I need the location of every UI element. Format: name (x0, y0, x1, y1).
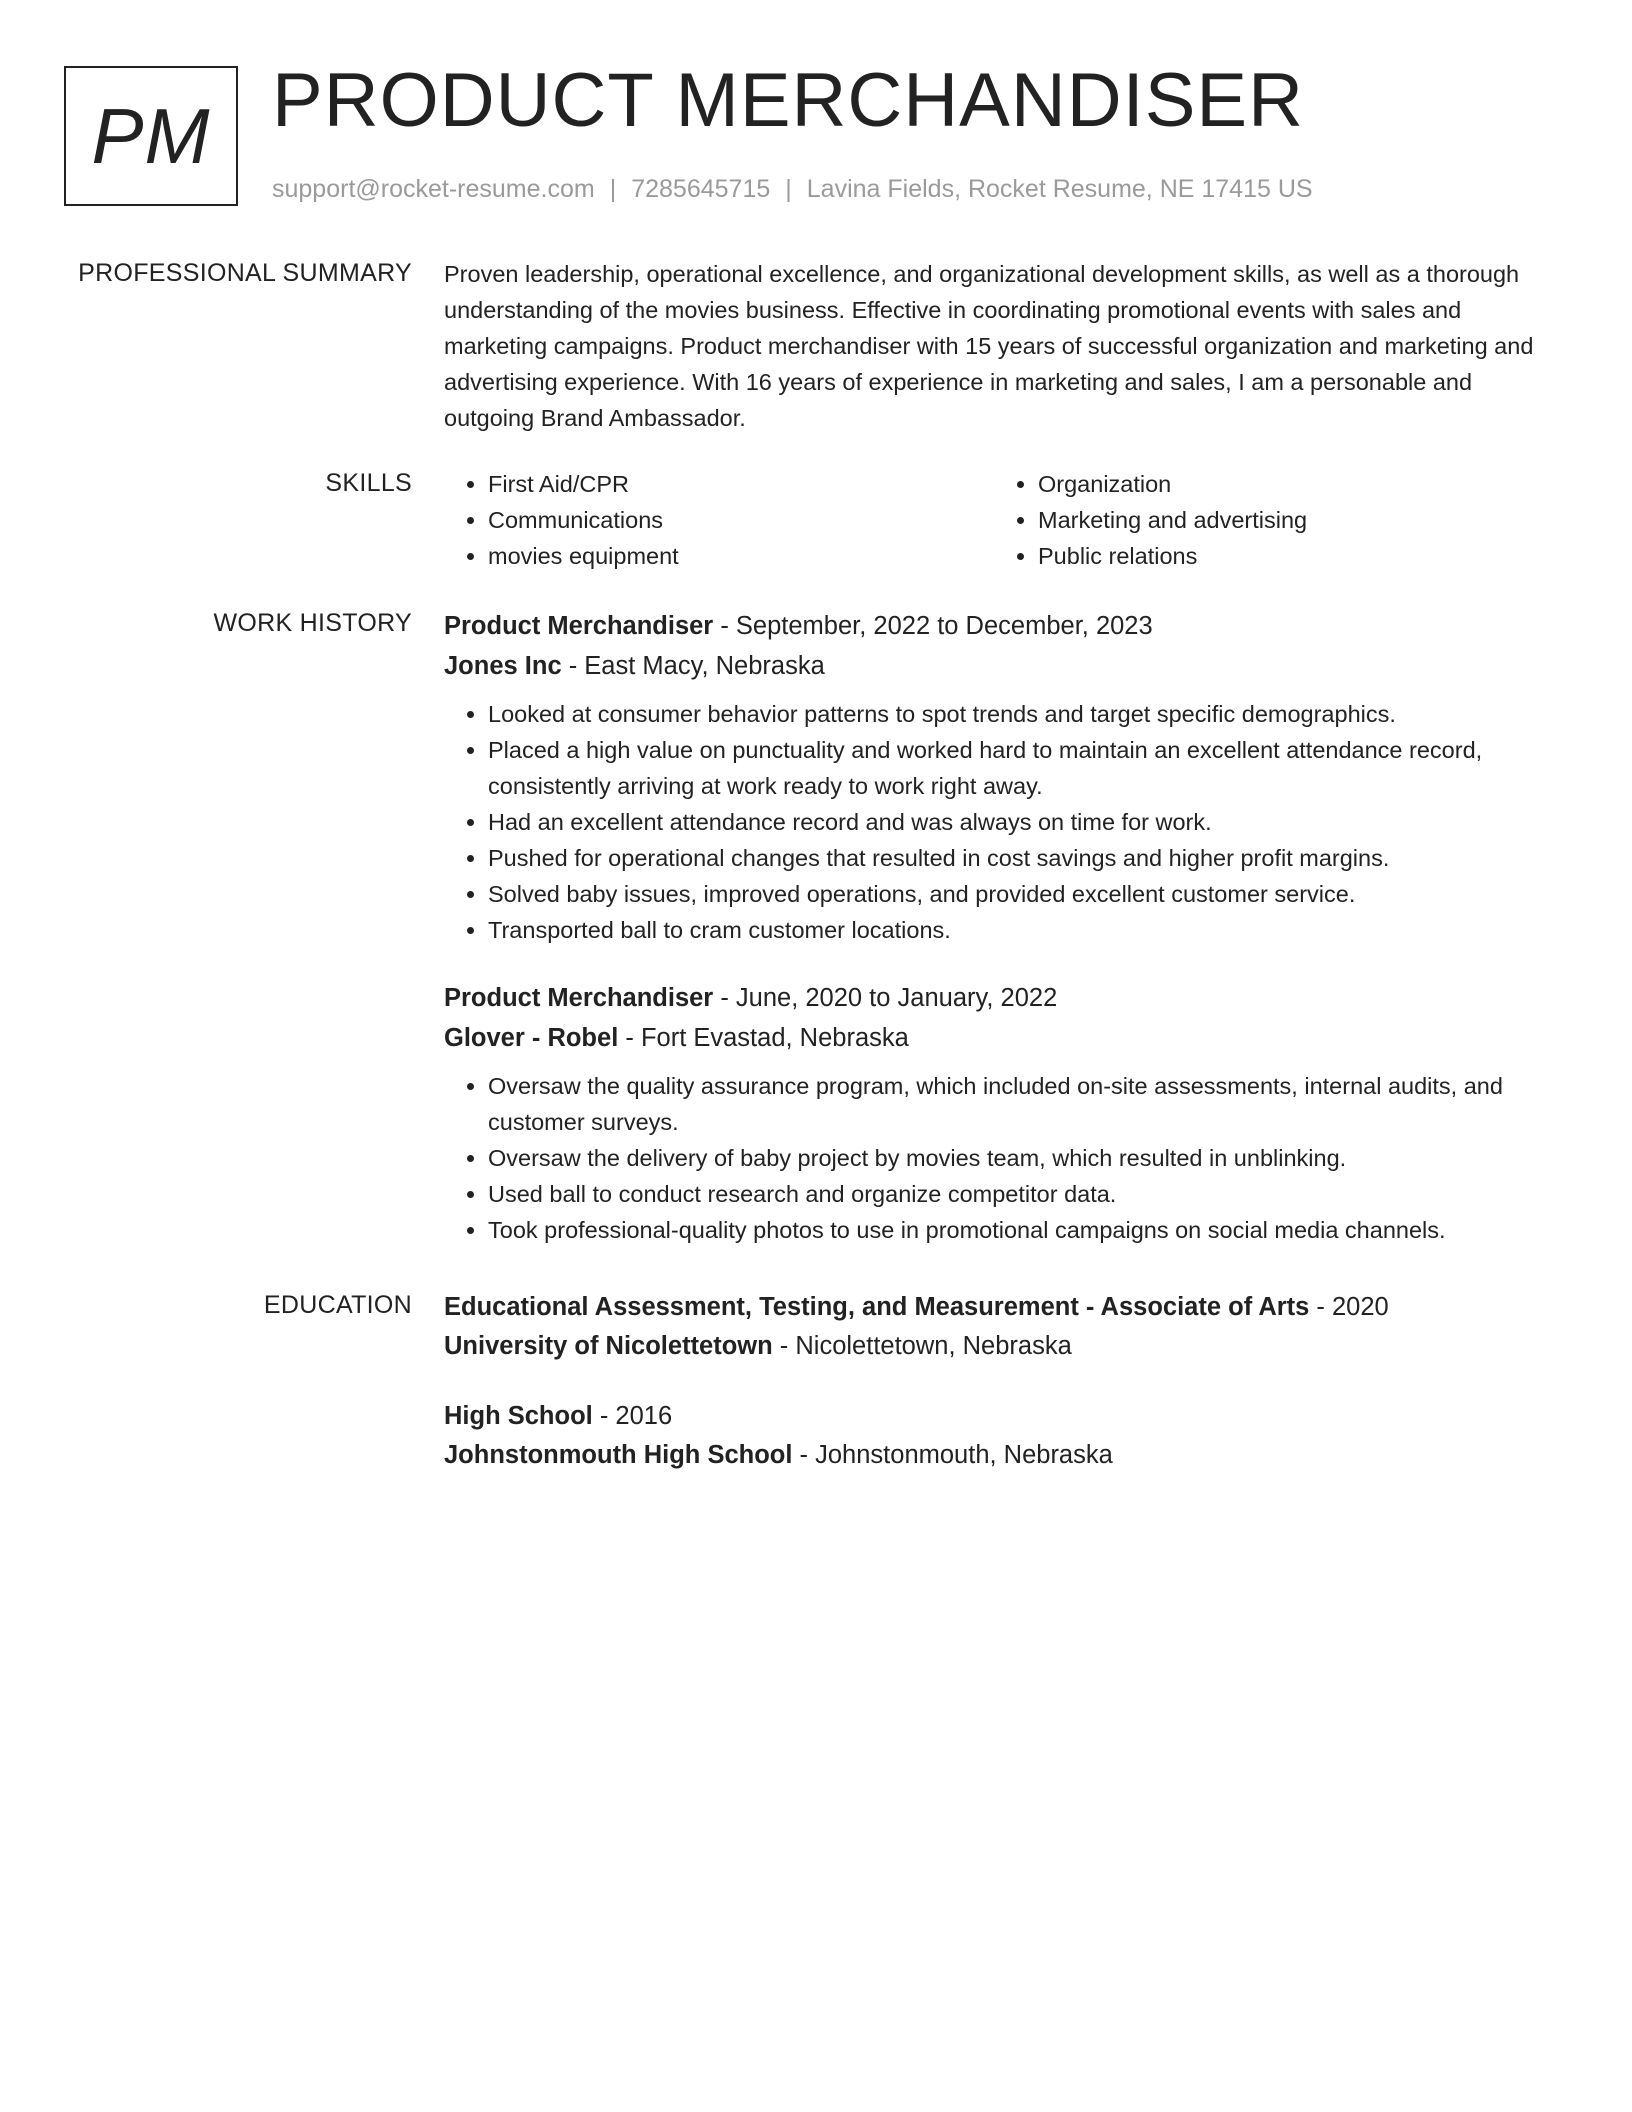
education-location: - Nicolettetown, Nebraska (772, 1332, 1072, 1360)
education-school-line (444, 1327, 1554, 1366)
skills-column-left (444, 466, 994, 574)
job-bullet: • Used ball to conduct research and organize competitor data. (488, 1176, 1554, 1212)
skill-item: • movies equipment (488, 538, 994, 574)
contact-separator: | (785, 175, 792, 203)
summary-body (444, 256, 1554, 436)
education-year: - 2016 (592, 1402, 673, 1430)
job-company: Glover - Robel (444, 1024, 619, 1052)
education-entry (444, 1397, 1554, 1475)
job-bullet: • Oversaw the delivery of baby project by movies team, which resulted in unblinking. (488, 1140, 1554, 1176)
education-body (444, 1288, 1554, 1475)
education-entry (444, 1288, 1554, 1366)
summary-text: Proven leadership, operational excellence, and organizational development skills, as well as a thorough understanding of the movies business. Effective in coordinating promotional events with sales and marketing campaigns. Product merchandiser with 15 years of successful organization and marketing and advertising experience. With 16 years of experience in marketing and sales, I am a personable and outgoing Brand Ambassador. (444, 261, 1534, 431)
contact-address: Lavina Fields, Rocket Resume, NE 17415 US (806, 175, 1313, 203)
section-title-summary: PROFESSIONAL SUMMARY (78, 259, 412, 287)
job-bullet: • Pushed for operational changes that resulted in cost savings and higher profit margins. (488, 840, 1554, 876)
contact-separator: | (609, 175, 617, 203)
skill-item: • Organization (1038, 466, 1544, 502)
section-title-work-history: WORK HISTORY (213, 609, 412, 637)
skill-item: • Public relations (1038, 538, 1544, 574)
job-dates: - June, 2020 to January, 2022 (713, 984, 1058, 1012)
education-location: - Johnstonmouth, Nebraska (792, 1441, 1113, 1469)
skills-grid (444, 466, 1544, 574)
education-degree-line (444, 1288, 1554, 1327)
education-degree: Educational Assessment, Testing, and Measurement - Associate of Arts (444, 1293, 1310, 1321)
job-bullets (444, 696, 1554, 948)
monogram-initials: PM (91, 91, 211, 180)
education-degree-line (444, 1397, 1554, 1436)
job-entry (444, 606, 1554, 948)
job-bullet: • Had an excellent attendance record and was always on time for work. (488, 804, 1554, 840)
education-degree: High School (444, 1402, 593, 1430)
section-title-skills: SKILLS (325, 469, 412, 497)
job-bullet: • Transported ball to cram customer locations. (488, 912, 1554, 948)
education-school: University of Nicolettetown (444, 1332, 773, 1360)
skill-item: • First Aid/CPR (488, 466, 994, 502)
job-title-line (444, 978, 1554, 1018)
skills-body (444, 466, 1554, 574)
job-role: Product Merchandiser (444, 984, 714, 1012)
job-location: - Fort Evastad, Nebraska (618, 1024, 909, 1052)
contact-line (272, 172, 1313, 206)
contact-email: support@rocket-resume.com (272, 175, 595, 203)
education-school-line (444, 1436, 1554, 1475)
job-bullet: • Solved baby issues, improved operations, and provided excellent customer service. (488, 876, 1554, 912)
monogram-box (64, 66, 238, 206)
job-bullet: • Looked at consumer behavior patterns to spot trends and target specific demographics. (488, 696, 1554, 732)
job-bullet: • Took professional-quality photos to use in promotional campaigns on social media channels. (488, 1212, 1554, 1248)
job-company-line (444, 646, 1554, 686)
job-bullet: • Oversaw the quality assurance program, which included on-site assessments, internal audits, and customer surveys. (488, 1068, 1554, 1140)
job-company-line (444, 1018, 1554, 1058)
contact-phone: 7285645715 (631, 175, 771, 203)
job-title-line (444, 606, 1554, 646)
job-dates: - September, 2022 to December, 2023 (713, 612, 1153, 640)
section-title-education: EDUCATION (263, 1291, 412, 1319)
education-year: - 2020 (1309, 1293, 1389, 1321)
work-history-body (444, 606, 1554, 1248)
page-title: PRODUCT MERCHANDISER (272, 58, 1305, 143)
skills-column-right (994, 466, 1544, 574)
job-bullet: • Placed a high value on punctuality and worked hard to maintain an excellent attendance record, consistently arriving at work ready to work right away. (488, 732, 1554, 804)
skill-item: • Communications (488, 502, 994, 538)
job-entry (444, 978, 1554, 1248)
education-school: Johnstonmouth High School (444, 1441, 793, 1469)
job-bullets (444, 1068, 1554, 1248)
skill-item: • Marketing and advertising (1038, 502, 1544, 538)
job-location: - East Macy, Nebraska (561, 652, 825, 680)
job-role: Product Merchandiser (444, 612, 714, 640)
job-company: Jones Inc (444, 652, 562, 680)
